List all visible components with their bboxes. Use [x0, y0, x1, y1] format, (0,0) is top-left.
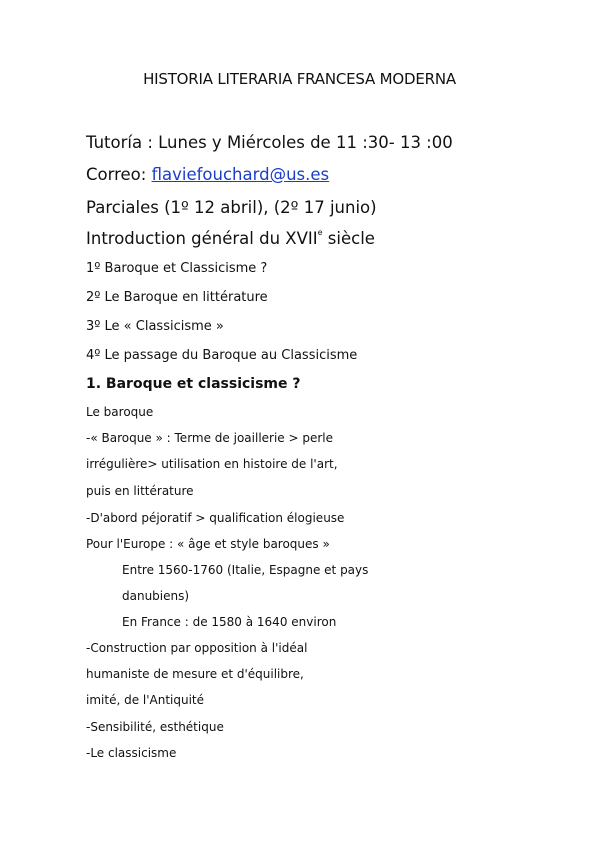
body-line: -Construction par opposition à l'idéal	[86, 641, 308, 655]
outline-item-2: 2º Le Baroque en littérature	[86, 290, 268, 305]
body-line-indented: Entre 1560-1760 (Italie, Espagne et pays	[122, 563, 369, 577]
body-line: Le baroque	[86, 405, 154, 419]
body-line: -Sensibilité, esthétique	[86, 720, 224, 734]
outline-item-4: 4º Le passage du Baroque au Classicisme	[86, 348, 358, 363]
intro-suffix: siècle	[322, 229, 375, 248]
body-line: -« Baroque » : Terme de joaillerie > perle	[86, 431, 334, 445]
outline-item-1: 1º Baroque et Classicisme ?	[86, 261, 268, 276]
body-line: puis en littérature	[86, 484, 194, 498]
body-line-indented: En France : de 1580 à 1640 environ	[122, 615, 337, 629]
intro-heading	[86, 229, 375, 248]
body-line: humaniste de mesure et d'équilibre,	[86, 667, 304, 681]
intro-prefix: Introduction général du XVII	[86, 229, 318, 248]
document-title: HISTORIA LITERARIA FRANCESA MODERNA	[143, 70, 456, 88]
body-line: irrégulière> utilisation en histoire de l'art,	[86, 457, 338, 471]
email-link[interactable]: flaviefouchard@us.es	[151, 165, 330, 184]
outline-item-3: 3º Le « Classicisme »	[86, 319, 224, 334]
tutoria-line: Tutoría : Lunes y Miércoles de 11 :30- 13 :00	[86, 133, 453, 152]
correo-label: Correo:	[86, 165, 152, 184]
section-heading: 1. Baroque et classicisme ?	[86, 376, 301, 392]
body-line: imité, de l'Antiquité	[86, 693, 205, 707]
correo-line	[86, 165, 329, 184]
body-line: -D'abord péjoratif > qualification élogieuse	[86, 511, 345, 525]
body-line-indented: danubiens)	[122, 589, 190, 603]
intro-superscript: e	[317, 228, 323, 237]
body-line: -Le classicisme	[86, 746, 177, 760]
parciales-line: Parciales (1º 12 abril), (2º 17 junio)	[86, 198, 377, 217]
body-line: Pour l'Europe : « âge et style baroques »	[86, 537, 330, 551]
